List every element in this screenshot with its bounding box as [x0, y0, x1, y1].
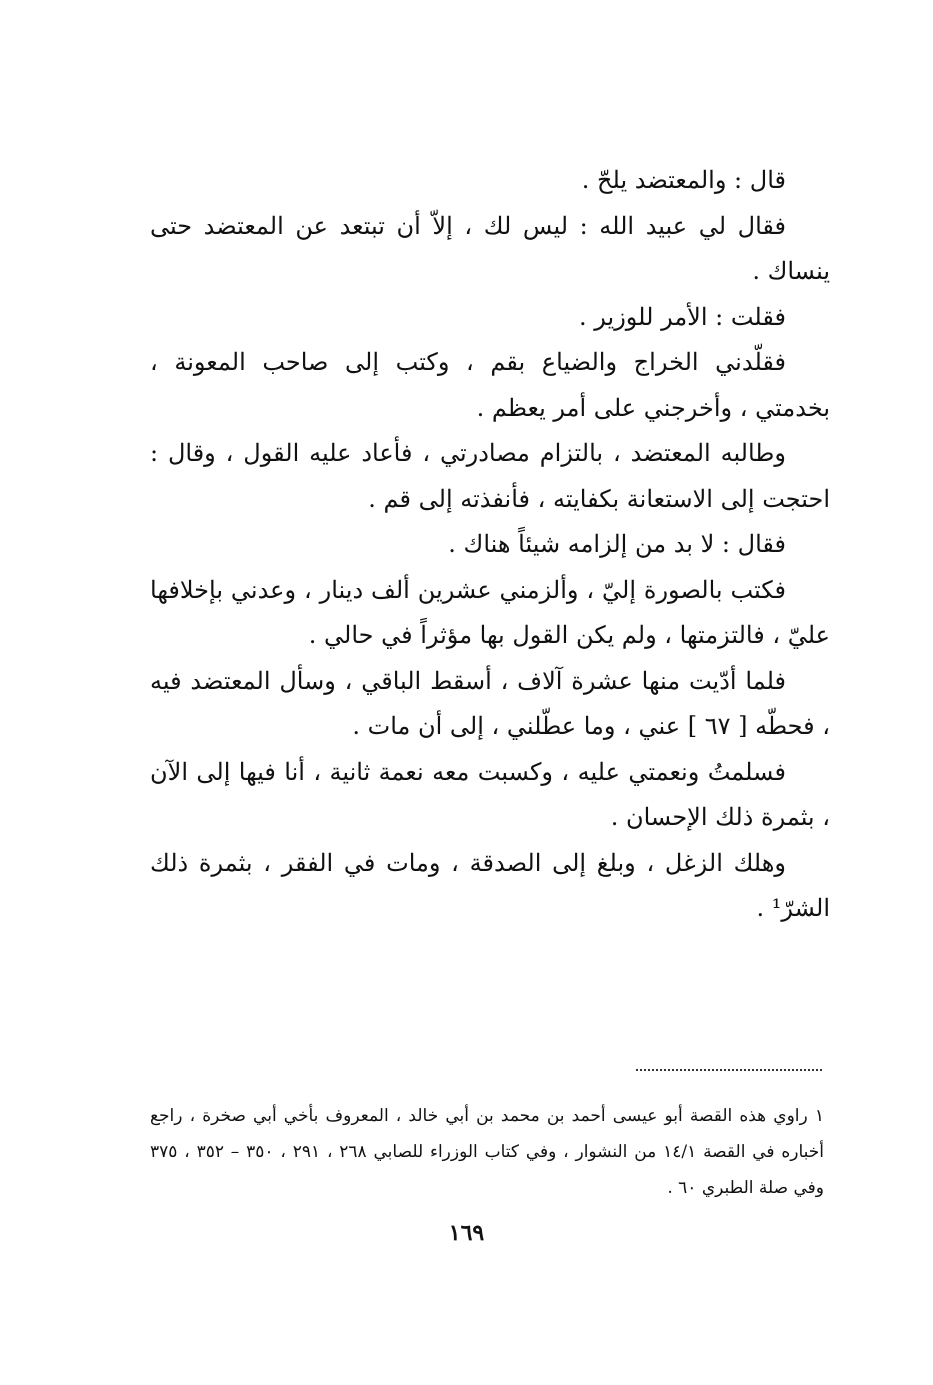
paragraph: فسلمتُ ونعمتي عليه ، وكسبت معه نعمة ثانية ، أنا فيها إلى الآن ، بثمرة ذلك الإحسان .: [150, 757, 830, 831]
body-text: [150, 158, 830, 932]
paragraph: قال : والمعتضد يلحّ .: [581, 166, 786, 194]
page-number: ١٦٩: [448, 1220, 485, 1246]
footnote-separator: [636, 1069, 822, 1071]
paragraph: وطالبه المعتضد ، بالتزام مصادرتي ، فأعاد عليه القول ، وقال : احتجت إلى الاستعانة بكفايته ، فأنفذته إلى قم .: [150, 439, 830, 513]
paragraph: فقلت : الأمر للوزير .: [579, 302, 786, 331]
paragraph: فلما أدّيت منها عشرة آلاف ، أسقط الباقي ، وسأل المعتضد فيه ، فحطّه [ ٦٧ ] عني ، وما عطّلني ، إلى أن مات .: [150, 666, 830, 740]
paragraph: فقال : لا بد من إلزامه شيئاً هناك .: [448, 530, 786, 558]
paragraph: فقلّدني الخراج والضياع بقم ، وكتب إلى صاحب المعونة ، بخدمتي ، وأخرجني على أمر يعظم .: [150, 348, 830, 422]
paragraph: فكتب بالصورة إليّ ، وألزمني عشرين ألف دينار ، وعدني بإخلافها عليّ ، فالتزمتها ، ولم يكن القول بها مؤثراً في حالي .: [150, 575, 830, 649]
footnote: [150, 1098, 824, 1206]
footnote-text: ١ راوي هذه القصة أبو عيسى أحمد بن محمد بن أبي خالد ، المعروف بأخي أبي صخرة ، راجع أخباره في القصة ١٤/١ من النشوار ، وفي كتاب الوزراء للصابي ٢٦٨ ، ٢٩١ ، ٣٥٠ – ٣٥٢ ، ٣٧٥ وفي صلة الطبري ٦٠ .: [150, 1106, 825, 1198]
paragraph: فقال لي عبيد الله : ليس لك ، إلاّ أن تبتعد عن المعتضد حتى ينساك .: [150, 211, 830, 285]
paragraph: وهلك الزغل ، وبلغ إلى الصدقة ، ومات في الفقر ، بثمرة ذلك الشرّ¹ .: [150, 848, 830, 922]
